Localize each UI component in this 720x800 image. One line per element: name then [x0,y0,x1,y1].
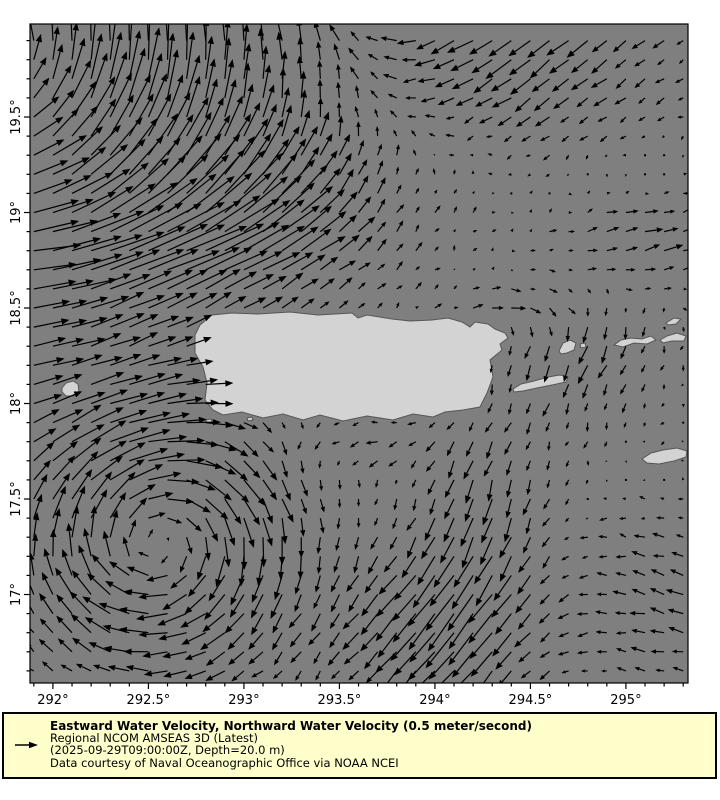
velocity-arrow [644,154,646,156]
velocity-arrow [587,173,589,175]
y-axis-tick-label: 17.5° [9,481,24,517]
reference-arrow-icon [14,740,46,750]
velocity-arrow [644,173,646,175]
x-axis-tick-label: 294° [419,693,451,708]
velocity-arrow [510,192,512,194]
velocity-arrow [587,498,589,500]
y-axis-tick-label: 19° [9,200,24,225]
x-axis-tick-label: 292° [37,693,69,708]
x-axis-tick-label: 292.5° [126,693,171,708]
legend-title: Eastward Water Velocity, Northward Water Velocity (0.5 meter/second) [50,719,532,733]
y-axis-tick-label: 17° [9,582,24,607]
velocity-arrow [625,441,627,443]
x-axis-tick-label: 294.5° [508,693,553,708]
velocity-arrow [663,154,665,156]
island-puerto-rico [195,312,508,421]
legend-text-block [50,720,532,769]
y-axis-tick-label: 19.5° [9,99,24,135]
velocity-arrow [549,192,551,194]
island-culebrita [580,343,586,348]
x-axis-tick-label: 295° [610,693,642,708]
island-cay-south-2 [247,417,253,421]
legend-dataset-line: Regional NCOM AMSEAS 3D (Latest) [50,731,259,746]
velocity-arrow [625,479,627,481]
legend-time-depth-line: (2025-09-29T09:00:00Z, Depth=20.0 m) [50,743,285,758]
velocity-arrow [663,479,665,481]
y-axis-tick-label: 18.5° [9,290,24,326]
legend-courtesy-line: Data courtesy of Naval Oceanographic Office via NOAA NCEI [50,755,399,770]
x-axis-tick-label: 293.5° [317,693,362,708]
velocity-arrow [682,422,684,424]
x-axis-tick-label: 293° [228,693,260,708]
legend-box [2,712,717,779]
velocity-arrow [663,173,665,175]
y-axis-tick-label: 18° [9,391,24,416]
